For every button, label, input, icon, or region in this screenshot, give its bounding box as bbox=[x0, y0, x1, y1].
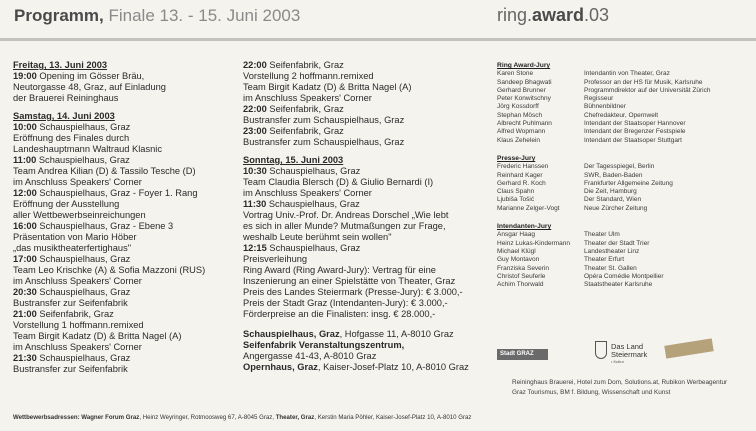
event-line: Vortrag Univ.-Prof. Dr. Andreas Dorschel „Wie lebt bbox=[243, 210, 449, 220]
event-line: aller Wettbewerbseinreichungen bbox=[13, 210, 146, 220]
event-line: „das musiktheaterfertighaus" bbox=[13, 243, 132, 253]
member-name: Gerhard Brunner bbox=[497, 86, 546, 94]
member-role: Programmdirektor auf der Universität Zürich bbox=[584, 86, 711, 94]
event-line: Preisverleihung bbox=[243, 254, 308, 264]
event-line bbox=[243, 104, 488, 115]
member-name: Ansgar Haag bbox=[497, 231, 535, 239]
member-name: Guy Montavon bbox=[497, 256, 540, 264]
event-line bbox=[243, 199, 488, 210]
event-line: Team Claudia Blersch (D) & Giulio Bernardi (I) bbox=[243, 177, 434, 187]
land-logo-sub: • Kultur bbox=[611, 359, 624, 364]
jury-member bbox=[497, 281, 752, 289]
event-line: im Anschluss Speakers' Corner bbox=[13, 276, 142, 286]
event-line: im Anschluss Speakers' Corner bbox=[13, 342, 142, 352]
event-time: 23:00 bbox=[243, 126, 267, 136]
event-line: Landeshauptmann Waltraud Klasnic bbox=[13, 144, 163, 154]
member-name: Marianne Zelger-Vogt bbox=[497, 204, 560, 212]
member-role: Frankfurter Allgemeine Zeitung bbox=[584, 179, 673, 187]
event-line: Ring Award (Ring Award-Jury): Vertrag für eine bbox=[243, 265, 436, 275]
jury-group bbox=[497, 62, 752, 145]
event-line: Präsentation von Mario Höber bbox=[13, 232, 137, 242]
event-text: Schauspielhaus, Graz bbox=[36, 287, 131, 297]
member-role: Theater St. Gallen bbox=[584, 264, 637, 272]
jury-member bbox=[497, 231, 752, 239]
event-time: 10:30 bbox=[243, 166, 267, 176]
event-text: Schauspielhaus, Graz bbox=[36, 122, 131, 132]
event-line: Inszenierung an einer Spielstätte von Theater, Graz bbox=[243, 276, 456, 286]
jury-member bbox=[497, 196, 752, 204]
event-time: 12:00 bbox=[13, 188, 37, 198]
event-line bbox=[243, 166, 488, 177]
jury-member bbox=[497, 172, 752, 180]
member-name: Christof Seuferle bbox=[497, 272, 546, 280]
event-time: 11:30 bbox=[243, 199, 267, 209]
contest-addresses bbox=[13, 414, 753, 421]
header-divider bbox=[0, 38, 756, 41]
member-role: Landestheater Linz bbox=[584, 247, 640, 255]
jury-member bbox=[497, 137, 752, 145]
sponsor-line: Graz Tourismus, BM f. Bildung, Wissenschaft und Kunst bbox=[512, 389, 671, 396]
event-text: Seifenfabrik, Graz bbox=[266, 126, 344, 136]
jury-member bbox=[497, 79, 752, 87]
event-line: Preis des Landes Steiermark (Presse-Jury): € 3.000,- bbox=[243, 287, 463, 297]
jury-member bbox=[497, 128, 752, 136]
member-role: Theater Ulm bbox=[584, 231, 620, 239]
venue-name: Seifenfabrik Veranstaltungszentrum, bbox=[243, 340, 405, 350]
member-name: Ljubiša Tošić bbox=[497, 196, 535, 204]
sponsor-tag-logo bbox=[664, 338, 713, 358]
member-role: Regisseur bbox=[584, 95, 614, 103]
brand-bold: award bbox=[532, 5, 585, 25]
event-line bbox=[13, 309, 238, 320]
jury-member bbox=[497, 103, 752, 111]
jury-member bbox=[497, 273, 752, 281]
sponsor-line: Reininghaus Brauerei, Hotel zum Dom, Solutions.at, Rubikon Werbeagentur bbox=[512, 379, 728, 386]
venue-line bbox=[243, 362, 488, 373]
event-line: im Anschluss Speakers' Corner bbox=[13, 177, 142, 187]
jury-member bbox=[497, 163, 752, 171]
event-text: Schauspielhaus, Graz bbox=[36, 353, 131, 363]
event-line: Bustransfer zum Schauspielhaus, Graz bbox=[243, 137, 405, 147]
event-time: 22:00 bbox=[243, 60, 267, 70]
jury-member bbox=[497, 265, 752, 273]
member-name: Claus Spahn bbox=[497, 188, 535, 196]
event-line bbox=[13, 122, 238, 133]
member-name: Reinhard Kager bbox=[497, 171, 543, 179]
member-name: Albrecht Puhlmann bbox=[497, 120, 552, 128]
event-line bbox=[13, 287, 238, 298]
member-role: Theater der Stadt Trier bbox=[584, 239, 650, 247]
brand-suffix: .03 bbox=[584, 5, 610, 25]
brand-prefix: ring. bbox=[497, 5, 533, 25]
event-text: Schauspielhaus, Graz bbox=[36, 155, 130, 165]
event-line bbox=[13, 188, 238, 199]
event-line: Vorstellung 2 hoffmann.remixed bbox=[243, 71, 374, 81]
event-text: Schauspielhaus, Graz bbox=[266, 199, 360, 209]
event-line: Bustransfer zur Seifenfabrik bbox=[13, 298, 128, 308]
event-line: Vorstellung 1 hoffmann.remixed bbox=[13, 320, 144, 330]
crest-icon bbox=[595, 341, 607, 359]
venue-address: , Hofgasse 11, A-8010 Graz bbox=[339, 329, 454, 339]
member-role: Intendant der Staatsoper Stuttgart bbox=[584, 136, 682, 144]
member-name: Alfred Wopmann bbox=[497, 128, 546, 136]
event-line: Förderpreise an die Finalisten: insg. € 28.000,- bbox=[243, 309, 436, 319]
member-name: Peter Konwitschny bbox=[497, 95, 551, 103]
event-line: Eröffnung des Finales durch bbox=[13, 133, 130, 143]
event-time: 20:30 bbox=[13, 287, 37, 297]
land-steiermark-logo bbox=[595, 341, 653, 363]
event-line: Bustransfer zum Schauspielhaus, Graz bbox=[243, 115, 405, 125]
member-name: Michael Klügl bbox=[497, 247, 536, 255]
event-text: Schauspielhaus, Graz - Ebene 3 bbox=[36, 221, 174, 231]
jury-member bbox=[497, 188, 752, 196]
event-line bbox=[243, 243, 488, 254]
member-role: Der Tagesspiegel, Berlin bbox=[584, 163, 655, 171]
schedule-column-right bbox=[243, 60, 488, 373]
venue-address: Angergasse 41-43, A-8010 Graz bbox=[243, 351, 377, 361]
member-name: Gerhard R. Koch bbox=[497, 179, 546, 187]
day-heading: Sonntag, 15. Juni 2003 bbox=[243, 155, 344, 165]
jury-member bbox=[497, 120, 752, 128]
member-role: Opéra Comédie Montpellier bbox=[584, 272, 664, 280]
event-text: Seifenfabrik, Graz bbox=[266, 60, 344, 70]
footer-venue: Theater, Graz bbox=[275, 414, 315, 421]
event-text: Schauspielhaus, Graz - Foyer 1. Rang bbox=[36, 188, 198, 198]
member-role: Intendant der Staatsoper Hannover bbox=[584, 120, 686, 128]
event-line bbox=[13, 221, 238, 232]
jury-member bbox=[497, 248, 752, 256]
member-role: Theater Erfurt bbox=[584, 256, 625, 264]
footer-label: Wettbewerbsadressen: Wagner Forum Graz bbox=[13, 414, 140, 421]
event-line: Team Andrea Kilian (D) & Tassilo Tesche (D) bbox=[13, 166, 196, 176]
sponsor-list bbox=[512, 378, 754, 398]
event-line: Team Birgit Kadatz (D) & Britta Nagel (A) bbox=[243, 82, 412, 92]
event-line: Neutorgasse 48, Graz, auf Einladung bbox=[13, 82, 166, 92]
spacer bbox=[243, 320, 488, 329]
jury-member bbox=[497, 70, 752, 78]
venue-line bbox=[243, 340, 488, 351]
event-line bbox=[243, 126, 488, 137]
event-time: 17:00 bbox=[13, 254, 37, 264]
event-time: 12:15 bbox=[243, 243, 267, 253]
jury-title: Intendanten-Jury bbox=[497, 223, 552, 231]
land-line2: Steiermark bbox=[611, 350, 648, 359]
member-name: Klaus Zehelein bbox=[497, 136, 540, 144]
event-line: weshalb Leute berühmt sein wollen" bbox=[243, 232, 392, 242]
jury-list bbox=[497, 62, 752, 299]
schedule-column-left bbox=[13, 60, 238, 375]
page-title bbox=[14, 6, 300, 26]
venue-address: , Kaiser-Josef-Platz 10, A-8010 Graz bbox=[317, 362, 469, 372]
event-line: im Anschluss Speakers' Corner bbox=[243, 93, 372, 103]
member-name: Frederic Hanssen bbox=[497, 163, 549, 171]
member-name: Stephan Mösch bbox=[497, 111, 543, 119]
event-text: Schauspielhaus, Graz bbox=[36, 254, 131, 264]
event-text: Schauspielhaus, Graz bbox=[266, 243, 361, 253]
member-role: Die Zeit, Hamburg bbox=[584, 188, 637, 196]
member-name: Heinz Lukas-Kindermann bbox=[497, 239, 570, 247]
jury-member bbox=[497, 205, 752, 213]
member-name: Achim Thorwald bbox=[497, 281, 544, 289]
footer-text: , Kerstin Maria Pöhler, Kaiser-Josef-Platz 10, A-8010 Graz bbox=[314, 414, 472, 421]
event-time: 19:00 bbox=[13, 71, 37, 81]
event-line: Eröffnung der Ausstellung bbox=[13, 199, 120, 209]
jury-group bbox=[497, 223, 752, 289]
jury-member bbox=[497, 180, 752, 188]
jury-member bbox=[497, 240, 752, 248]
member-role: Der Standard, Wien bbox=[584, 196, 642, 204]
land-line1: Das Land bbox=[611, 342, 644, 351]
event-line: Team Birgit Kadatz (D) & Britta Nagel (A) bbox=[13, 331, 182, 341]
title-bold: Programm, bbox=[14, 6, 104, 25]
page-header bbox=[0, 0, 756, 42]
sponsor-logos bbox=[497, 340, 747, 366]
jury-member bbox=[497, 95, 752, 103]
footer-text: , Heinz Weyringer, Rotmoosweg 67, A-8045 Graz, bbox=[139, 414, 276, 421]
event-line bbox=[13, 353, 238, 364]
event-line bbox=[13, 254, 238, 265]
member-name: Karen Stone bbox=[497, 70, 534, 78]
event-time: 16:00 bbox=[13, 221, 37, 231]
member-name: Franziska Severin bbox=[497, 264, 550, 272]
event-line: Preis der Stadt Graz (Intendanten-Jury): € 3.000,- bbox=[243, 298, 448, 308]
event-text: Schauspielhaus, Graz bbox=[266, 166, 361, 176]
event-line bbox=[243, 60, 488, 71]
event-line: es sich in aller Munde? Mutmaßungen zur Frage, bbox=[243, 221, 446, 231]
member-role: Bühnenbildner bbox=[584, 103, 626, 111]
jury-title: Ring Award-Jury bbox=[497, 62, 551, 69]
event-line: im Anschluss Speakers' Corner bbox=[243, 188, 372, 198]
event-time: 21:30 bbox=[13, 353, 37, 363]
member-name: Jörg Kossdorff bbox=[497, 103, 539, 111]
venue-name: Opernhaus, Graz bbox=[243, 362, 318, 372]
jury-member bbox=[497, 256, 752, 264]
event-time: 21:00 bbox=[13, 309, 37, 319]
jury-member bbox=[497, 112, 752, 120]
day-heading: Freitag, 13. Juni 2003 bbox=[13, 60, 108, 70]
event-line: Bustransfer zur Seifenfabrik bbox=[13, 364, 128, 374]
event-time: 11:00 bbox=[13, 155, 37, 165]
event-text: Opening im Gösser Bräu, bbox=[36, 71, 145, 81]
member-name: Sandeep Bhagwati bbox=[497, 78, 552, 86]
member-role: Chefredakteur, Opernwelt bbox=[584, 111, 659, 119]
jury-member bbox=[497, 87, 752, 95]
member-role: SWR, Baden-Baden bbox=[584, 171, 643, 179]
event-line bbox=[13, 71, 238, 82]
day-heading: Samstag, 14. Juni 2003 bbox=[13, 111, 115, 121]
event-line bbox=[13, 155, 238, 166]
venue-name: Schauspielhaus, Graz bbox=[243, 329, 340, 339]
venue-line bbox=[243, 351, 488, 362]
event-line: der Brauerei Reininghaus bbox=[13, 93, 119, 103]
event-text: Seifenfabrik, Graz bbox=[266, 104, 344, 114]
jury-title: Presse-Jury bbox=[497, 154, 536, 162]
member-role: Intendant der Bregenzer Festspiele bbox=[584, 128, 686, 136]
stadt-graz-logo: Stadt GRAZ bbox=[497, 349, 548, 360]
venue-line bbox=[243, 329, 488, 340]
member-role: Professor an der HS für Musik, Karlsruhe bbox=[584, 78, 703, 86]
title-dates: Finale 13. - 15. Juni 2003 bbox=[103, 6, 301, 25]
event-line: Team Leo Krischke (A) & Sofia Mazzoni (RUS) bbox=[13, 265, 206, 275]
event-text: Seifenfabrik, Graz bbox=[36, 309, 114, 319]
member-role: Neue Zürcher Zeitung bbox=[584, 204, 648, 212]
brand-logo bbox=[497, 5, 609, 26]
event-time: 10:00 bbox=[13, 122, 37, 132]
member-role: Intendantin von Theater, Graz bbox=[584, 70, 670, 78]
jury-group bbox=[497, 155, 752, 213]
land-logo-text bbox=[611, 343, 647, 359]
event-time: 22:00 bbox=[243, 104, 267, 114]
member-role: Staatstheater Karlsruhe bbox=[584, 281, 653, 289]
